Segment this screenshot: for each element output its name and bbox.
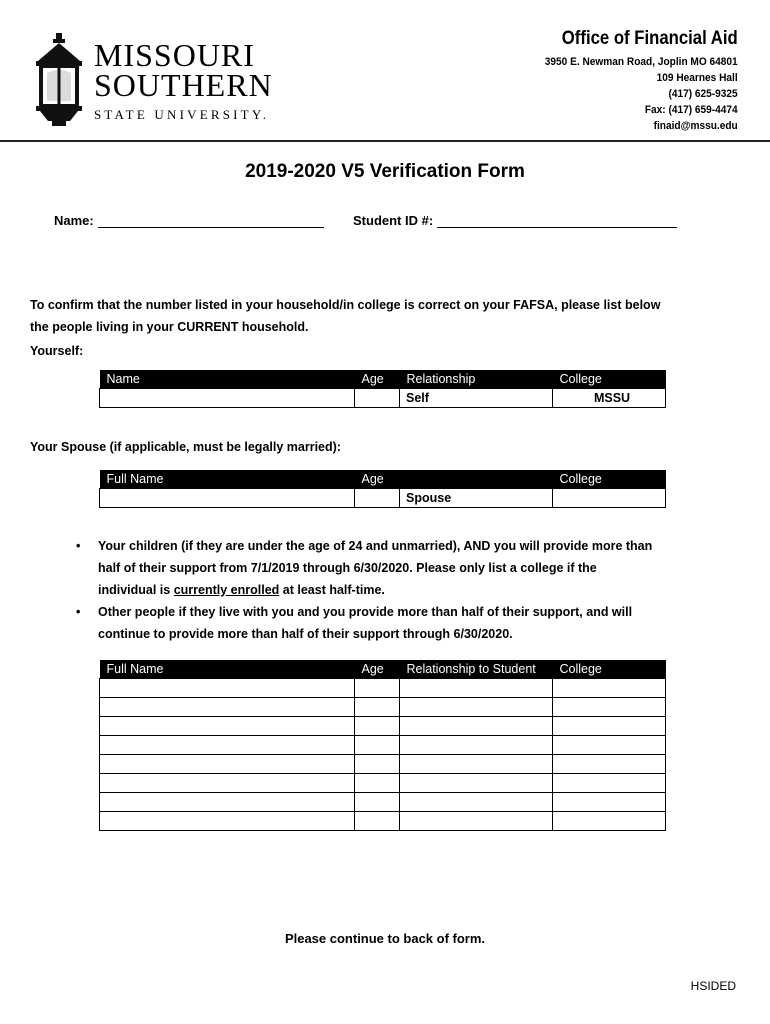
student-id-field[interactable] — [353, 213, 677, 228]
logo-word-southern: SOUTHERN — [94, 67, 273, 103]
table-row — [100, 812, 666, 831]
cell-college[interactable] — [553, 736, 666, 755]
cell-age[interactable] — [355, 793, 400, 812]
col-header-age: Age — [355, 370, 400, 389]
cell-name[interactable] — [100, 793, 355, 812]
name-label: Name: — [54, 213, 94, 228]
cell-relationship: Spouse — [400, 489, 553, 508]
cell-age[interactable] — [355, 736, 400, 755]
col-header-college: College — [553, 660, 666, 679]
bullet-1-line-1: Your children (if they are under the age of 24 and unmarried), AND you will provide more than — [98, 539, 653, 553]
list-item — [76, 535, 716, 601]
col-header-college: College — [553, 470, 666, 489]
name-field[interactable] — [54, 213, 324, 228]
col-header-full-name: Full Name — [100, 660, 355, 679]
table-row — [100, 793, 666, 812]
table-row — [100, 489, 666, 508]
table-row — [100, 698, 666, 717]
cell-college[interactable] — [553, 774, 666, 793]
cell-name[interactable] — [100, 698, 355, 717]
cell-age[interactable] — [355, 698, 400, 717]
cell-relationship: Self — [400, 389, 553, 408]
list-item — [76, 601, 716, 645]
table-header-row — [100, 660, 666, 679]
cell-name[interactable] — [100, 812, 355, 831]
logo-word-state-university: STATE UNIVERSITY. — [94, 107, 270, 122]
cell-relationship[interactable] — [400, 717, 553, 736]
bullet-2-line-2: continue to provide more than half of their support through 6/30/2020. — [98, 627, 513, 641]
cell-relationship[interactable] — [400, 812, 553, 831]
household-members-table — [99, 660, 666, 831]
bullet-1-line-2: half of their support from 7/1/2019 through 6/30/2020. Please only list a college if the — [98, 561, 597, 575]
col-header-relationship: Relationship — [400, 370, 553, 389]
table-row — [100, 774, 666, 793]
bullet-1-line-3 — [98, 579, 716, 601]
cell-relationship[interactable] — [400, 698, 553, 717]
bullet-2-line-1: Other people if they live with you and you provide more than half of their support, and will — [98, 605, 633, 619]
table-row — [100, 736, 666, 755]
col-header-blank — [400, 470, 553, 489]
office-address: 3950 E. Newman Road, Joplin MO 64801 — [545, 56, 738, 68]
cell-college[interactable] — [553, 698, 666, 717]
table-row — [100, 389, 666, 408]
cell-name[interactable] — [100, 774, 355, 793]
col-header-age: Age — [355, 660, 400, 679]
cell-relationship[interactable] — [400, 679, 553, 698]
instructions-list — [76, 535, 716, 645]
table-row — [100, 679, 666, 698]
spouse-label: Your Spouse (if applicable, must be legally married): — [30, 440, 341, 454]
cell-college: MSSU — [553, 389, 666, 408]
cell-age[interactable] — [355, 812, 400, 831]
office-email: finaid@mssu.edu — [653, 120, 738, 132]
col-header-college: College — [553, 370, 666, 389]
office-building: 109 Hearnes Hall — [656, 72, 738, 84]
header-divider — [0, 140, 770, 142]
cell-age[interactable] — [355, 717, 400, 736]
form-code: HSIDED — [690, 979, 736, 993]
form-title: 2019-2020 V5 Verification Form — [245, 161, 525, 182]
bullet-1-line-3-pre: individual is — [98, 583, 174, 597]
university-logo — [34, 33, 304, 128]
name-blank[interactable] — [98, 213, 324, 228]
bullet-1-line-3-post: at least half-time. — [279, 583, 385, 597]
office-phone: (417) 625-9325 — [668, 88, 738, 100]
continue-note: Please continue to back of form. — [284, 931, 486, 946]
cell-name[interactable] — [100, 736, 355, 755]
col-header-age: Age — [355, 470, 400, 489]
office-fax: Fax: (417) 659-4474 — [645, 104, 738, 116]
student-id-blank[interactable] — [437, 213, 677, 228]
spouse-table — [99, 470, 666, 508]
intro-line-1: To confirm that the number listed in your household/in college is correct on your FAFSA, please list below — [30, 298, 661, 312]
bullet-icon: • — [76, 539, 81, 553]
cell-name[interactable] — [100, 679, 355, 698]
cell-college[interactable] — [553, 812, 666, 831]
bullet-icon: • — [76, 605, 81, 619]
cell-relationship[interactable] — [400, 755, 553, 774]
table-header-row — [100, 470, 666, 489]
cell-relationship[interactable] — [400, 774, 553, 793]
office-contact-block — [528, 28, 738, 134]
logo-word-missouri: MISSOURI — [94, 37, 255, 73]
student-id-label: Student ID #: — [353, 213, 434, 228]
yourself-label: Yourself: — [30, 344, 84, 358]
office-title: Office of Financial Aid — [562, 28, 738, 49]
cell-age[interactable] — [355, 755, 400, 774]
table-header-row — [100, 370, 666, 389]
cell-age[interactable] — [355, 389, 400, 408]
cell-college[interactable] — [553, 717, 666, 736]
cell-name[interactable] — [100, 717, 355, 736]
col-header-full-name: Full Name — [100, 470, 355, 489]
lantern-icon — [34, 33, 84, 127]
cell-college[interactable] — [553, 679, 666, 698]
table-row — [100, 755, 666, 774]
col-header-relationship-to-student: Relationship to Student — [400, 660, 553, 679]
cell-relationship[interactable] — [400, 736, 553, 755]
yourself-table — [99, 370, 666, 408]
cell-relationship[interactable] — [400, 793, 553, 812]
col-header-name: Name — [100, 370, 355, 389]
table-row — [100, 717, 666, 736]
intro-paragraph — [30, 294, 660, 338]
cell-name[interactable] — [100, 389, 355, 408]
cell-college[interactable] — [553, 755, 666, 774]
intro-line-2: the people living in your CURRENT household. — [30, 320, 309, 334]
cell-name[interactable] — [100, 489, 355, 508]
cell-age[interactable] — [355, 774, 400, 793]
underlined-currently-enrolled: currently enrolled — [173, 583, 280, 597]
cell-age[interactable] — [355, 489, 400, 508]
cell-college[interactable] — [553, 793, 666, 812]
cell-college[interactable] — [553, 489, 666, 508]
cell-name[interactable] — [100, 755, 355, 774]
cell-age[interactable] — [355, 679, 400, 698]
